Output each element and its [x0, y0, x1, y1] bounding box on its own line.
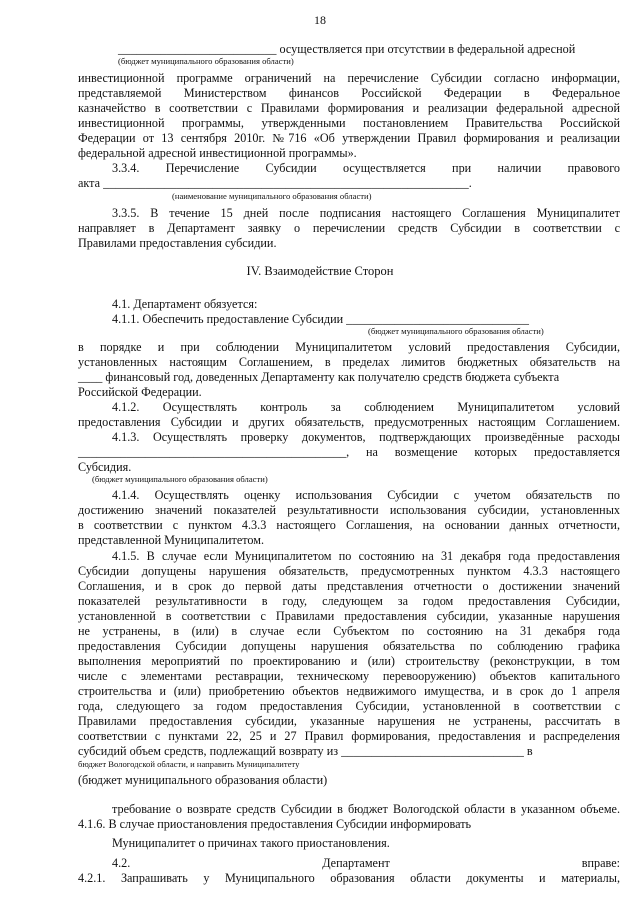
text-line: установленных настоящим Соглашением, в пределах лимитов бюджетных обязательств на [78, 355, 620, 369]
field-note: бюджет Вологодской области, и направить Муниципалитету [78, 759, 300, 769]
text-line: 4.1.3. Осуществлять проверку документов, подтверждающих произведённые расходы [112, 430, 620, 444]
text-line: 4.1.1. Обеспечить предоставление Субсидии ______________________________ [112, 312, 529, 326]
text-line: ____________________________________________, на возмещение которых предоставляется [78, 445, 620, 459]
text-line: строительства и (или) приобретению объектов недвижимого имущества, и в срок до 1 апреля [78, 684, 620, 698]
year-blank: ____ [78, 370, 103, 384]
text-line: выполнения мероприятий по проектированию и (или) строительству (реконструкции, в том [78, 654, 620, 668]
text-line: Муниципалитет о причинах такого приостановления. [112, 836, 390, 850]
text-line: федеральной адресной инвестиционной программы». [78, 146, 357, 160]
text-line: 4.2. Департамент вправе: [112, 856, 620, 870]
field-note: (бюджет муниципального образования области) [92, 474, 268, 484]
field-note: (наименование муниципального образования области) [172, 191, 372, 201]
text-fragment: финансовый год, доведенных Департаменту как получателю средств бюджета субъекта [105, 370, 560, 384]
text-line: 4.1. Департамент обязуется: [112, 297, 258, 311]
text-line: 4.1.5. В случае если Муниципалитетом по состоянию на 31 декабря года предоставления [112, 549, 620, 563]
text-line: года, следующего за годом предоставления Субсидии, установленной в соответствии с [78, 699, 620, 713]
text-line: соответствии с пунктами 22, 25 и 27 Правил формирования, предоставления и распределения [78, 729, 620, 743]
section-heading: IV. Взаимодействие Сторон [246, 264, 394, 278]
text-line: не устранены, в (или) в случае если Субъектом по состоянию на 31 декабря года [78, 624, 620, 638]
text-line: установленной в соответствии с Правилами предоставления субсидии, указанные нарушения [78, 609, 620, 623]
text-line: (бюджет муниципального образования области) [78, 773, 328, 787]
page-number: 18 [314, 13, 326, 27]
text-line: Правилами предоставления субсидии. [78, 236, 277, 250]
text-line: в соответствии с пунктом 4.3.3 настоящего Соглашения, на основании данных отчетности, [78, 518, 620, 532]
text-line: представляемой Министерством финансов Российской Федерации в Федеральное [78, 86, 620, 100]
text-line: требование о возврате средств Субсидии в бюджет Вологодской области в указанном объеме. [112, 802, 620, 816]
text-line: субсидий объем средств, подлежащий возврату из ______________________________ в [78, 744, 533, 758]
text-line: направляет в Департамент заявку о перечислении средств Субсидии в соответствии с [78, 221, 620, 235]
text-line: __________________________ осуществляется при отсутствии в федеральной адресной [118, 42, 576, 56]
text-line: в порядке и при соблюдении Муниципалитетом условий предоставления Субсидии, [78, 340, 620, 354]
text-line: 3.3.5. В течение 15 дней после подписания настоящего Соглашения Муниципалитет [112, 206, 620, 220]
text-line: представленной Муниципалитетом. [78, 533, 265, 547]
text-line: 4.1.6. В случае приостановления предоставления Субсидии информировать [78, 817, 472, 831]
text-line: 4.1.2. Осуществлять контроль за соблюдением Муниципалитетом условий [112, 400, 620, 414]
text-line: Российской Федерации. [78, 385, 202, 399]
text-line: Субсидии допущены нарушения обязательств, предусмотренных пунктом 4.3.3 настоящего [78, 564, 620, 578]
text-line: числе с элементами реставрации, техническому перевооружению) объектов капитального [78, 669, 620, 683]
text-line: Субсидия. [78, 460, 132, 474]
text-line: предоставления Субсидии допущены нарушения обязательства по соблюдению графика [78, 639, 620, 653]
text-line: инвестиционной программе ограничений на перечисление Субсидии согласно информации, [78, 71, 620, 85]
text-line: 3.3.4. Перечисление Субсидии осуществляется при наличии правового [112, 161, 620, 175]
text-line: Правилами предоставления субсидии, указанные нарушения не устранены, рассчитать в [78, 714, 620, 728]
text-line: акта ____________________________________________________________. [78, 176, 472, 190]
text-line: инвестиционной программы, утвержденными постановлением Правительства Российской [78, 116, 620, 130]
text-line: показателей результативности в году, следующем за годом предоставления Субсидии, [78, 594, 620, 608]
text-line: Соглашения, и в срок до первой даты представления отчетности о достижении значений [78, 579, 620, 593]
text-line: Федерации от 13 сентября 2010г. №716 «Об утверждении Правил формирования и реализации [78, 131, 620, 145]
field-note: (бюджет муниципального образования области) [118, 56, 294, 66]
text-line: предоставления Субсидии и других обязательств, предусмотренных настоящим Соглашением. [78, 415, 620, 429]
text-line [78, 370, 620, 385]
field-note: (бюджет муниципального образования области) [368, 326, 544, 336]
text-line: 4.2.1. Запрашивать у Муниципального образования области документы и материалы, [78, 871, 620, 885]
text-line: достижению значений показателей результативности использования субсидии, установленных [78, 503, 620, 517]
text-line: казначейство в соответствии с Правилами формирования и реализации федеральной адресной [78, 101, 620, 115]
text-line: 4.1.4. Осуществлять оценку использования Субсидии с учетом обязательств по [112, 488, 620, 502]
